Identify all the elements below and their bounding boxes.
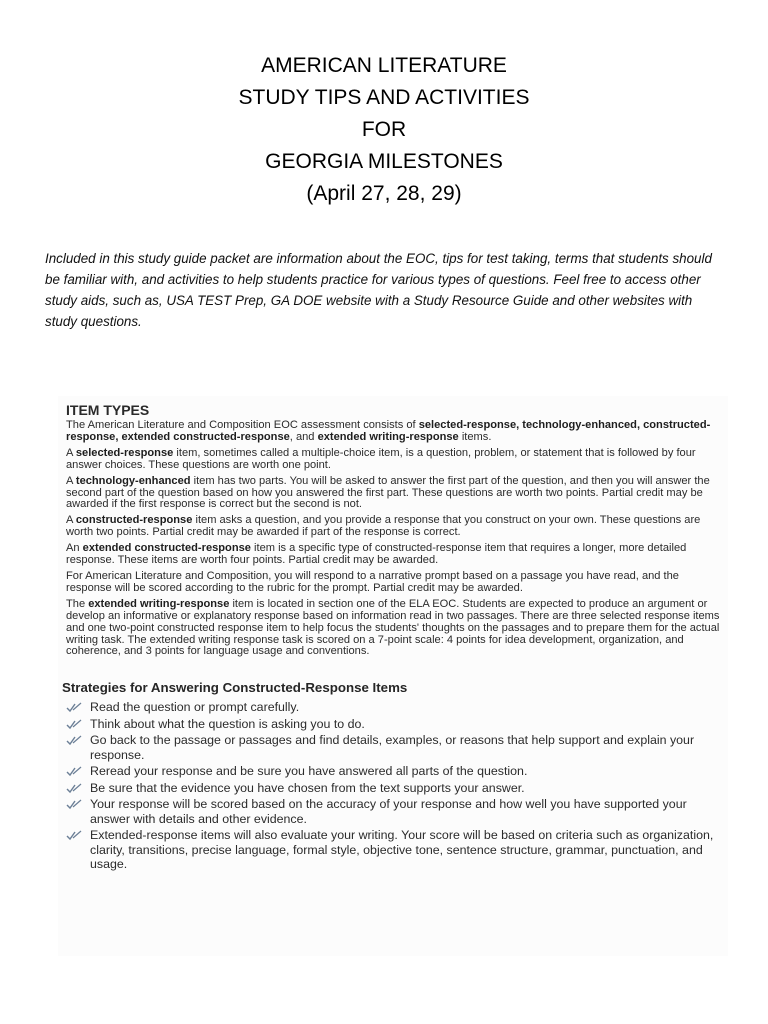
bold-term: technology-enhanced [75, 474, 191, 487]
list-item [66, 764, 720, 779]
technology-enhanced-paragraph [66, 476, 720, 512]
pencil-checkmark-icon [66, 701, 82, 713]
pencil-checkmark-icon [66, 734, 82, 746]
title-line: AMERICAN LITERATURE [261, 54, 507, 77]
text-run: The [66, 597, 89, 610]
pencil-checkmark-icon [66, 798, 82, 810]
item-types-paragraph [66, 420, 720, 444]
text-run: item is a specific type of constructed-response item that requires a longer, more detailed response. These items are worth four points. Partial credit may be awarded. [66, 542, 687, 567]
list-item [66, 781, 720, 796]
bold-term: selected-response, technology-enhanced, constructed-response, extended constructed-response [66, 419, 711, 443]
pencil-checkmark-icon [66, 782, 82, 794]
text-run: An [66, 542, 83, 555]
title-line: (April 27, 28, 29) [306, 182, 462, 205]
item-types-heading: ITEM TYPES [66, 402, 150, 418]
bold-term: selected-response [75, 446, 174, 459]
constructed-response-paragraph [66, 515, 720, 539]
text-run: items. [458, 430, 492, 443]
text-run: , and [289, 430, 318, 443]
intro-paragraph: Included in this study guide packet are information about the EOC, tips for test taking, terms that students should be familiar with, and activities to help students practice for various types of questions. Feel free to access other study aids, such as, USA TEST Prep, GA DOE website with a Study Resource Guide and other websites with study questions. [45, 251, 712, 329]
text-run: item has two parts. You will be asked to answer the first part of the question, and then you will answer the second part of the question based on how you answered the first part. These questions are worth two points. Partial credit may be awarded if the first response is correct but the second is not. [66, 474, 710, 511]
bold-term: constructed-response [75, 514, 193, 527]
bold-term: extended writing-response [88, 597, 230, 610]
list-item [66, 717, 720, 732]
text-run: A [66, 514, 76, 527]
document-title [0, 50, 768, 210]
list-item-text: Read the question or prompt carefully. [90, 700, 300, 715]
text-run: item, sometimes called a multiple-choice item, is a question, problem, or statement that is followed by four answer choices. These questions are worth one point. [66, 446, 696, 471]
bold-term: extended writing-response [317, 430, 459, 443]
pencil-checkmark-icon [66, 765, 82, 777]
list-item-text: Think about what the question is asking you to do. [90, 716, 365, 731]
list-item-text: Extended-response items will also evaluate your writing. Your score will be based on criteria such as organization, clarity, transitions, precise language, formal style, objective tone, sentence structure, grammar, punctuation, and usage. [90, 828, 714, 872]
strategies-heading: Strategies for Answering Constructed-Response Items [62, 680, 408, 696]
list-item-text: Go back to the passage or passages and find details, examples, or reasons that help support and explain your response. [90, 733, 695, 762]
text-run: item asks a question, and you provide a response that you construct on your own. These questions are worth two points. Partial credit may be awarded if part of the response is correct. [66, 514, 701, 539]
text-run: A [66, 474, 76, 487]
bold-term: extended constructed-response [82, 542, 251, 555]
text-run: For American Literature and Composition, you will respond to a narrative prompt based on a passage you have read, and the response will be scored according to the rubric for the prompt. Partial credit may be awarded. [66, 569, 679, 594]
item-types-excerpt [58, 396, 728, 956]
title-line: GEORGIA MILESTONES [265, 150, 503, 173]
list-item [66, 828, 720, 872]
selected-response-paragraph [66, 448, 720, 472]
list-item-text: Your response will be scored based on the accuracy of your response and how well you have supported your answer with details and other evidence. [90, 797, 687, 826]
text-run: item is located in section one of the ELA EOC. Students are expected to produce an argument or develop an informative or explanatory response based on information read in two passages. There are three selected response items and one two-point constructed response item to help focus the students' thoughts on the passages and to prepare them for the actual writing task. The extended writing response task is scored on a 7-point scale: 4 points for idea development, organization, and coherence, and 3 points for language usage and conventions. [66, 597, 720, 658]
narrative-prompt-paragraph [66, 571, 720, 595]
list-item-text: Reread your response and be sure you have answered all parts of the question. [90, 764, 528, 779]
text-run: The American Literature and Composition EOC assessment consists of [66, 419, 419, 431]
extended-writing-response-paragraph [66, 599, 720, 659]
list-item [66, 797, 720, 826]
title-line: STUDY TIPS AND ACTIVITIES [238, 86, 530, 109]
list-item-text: Be sure that the evidence you have chosen from the text supports your answer. [90, 780, 525, 795]
title-line: FOR [361, 118, 407, 141]
list-item [66, 733, 720, 762]
pencil-checkmark-icon [66, 718, 82, 730]
pencil-checkmark-icon [66, 829, 82, 841]
list-item [66, 700, 720, 715]
extended-constructed-response-paragraph [66, 543, 720, 567]
strategies-list [66, 700, 720, 872]
text-run: A [66, 446, 76, 459]
